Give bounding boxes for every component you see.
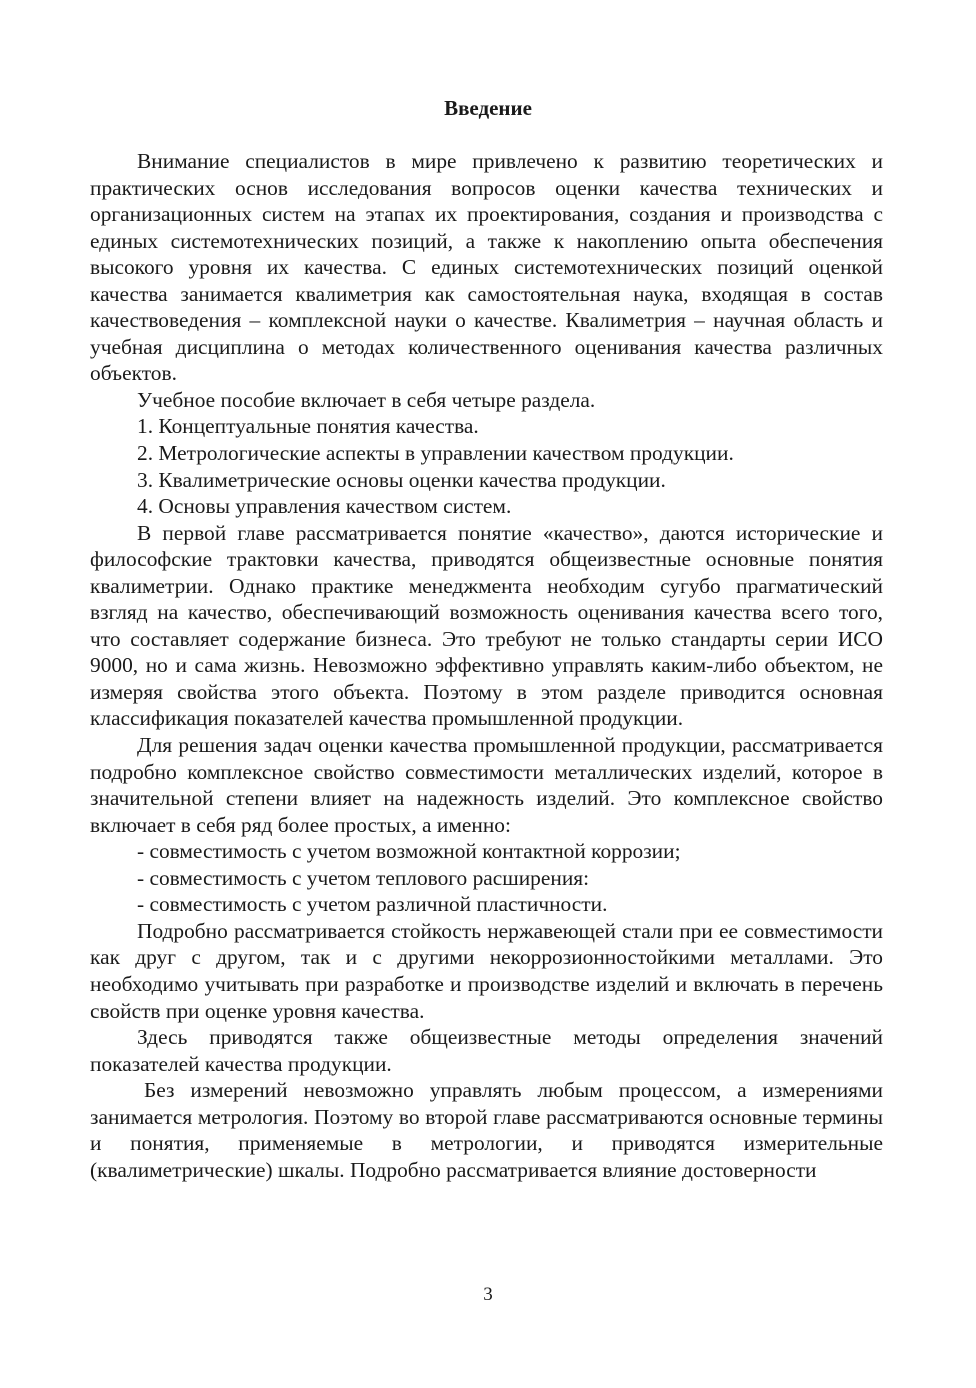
paragraph: Учебное пособие включает в себя четыре раздела. [137, 387, 596, 412]
list-item: 1. Концептуальные понятия качества. [137, 414, 479, 439]
paragraph: Здесь приводятся также общеизвестные методы определения значений показателей качества продукции. [90, 1025, 883, 1076]
page-number: 3 [483, 1284, 493, 1305]
paragraph: Подробно рассматривается стойкость нержавеющей стали при ее совместимости как друг с другом, так и с другими некоррозионностойкими металлами. Это необходимо учитывать при разработке и производстве изделий и включать в перечень свойств при оценке уровня качества. [90, 918, 883, 1023]
list-item: 3. Квалиметрические основы оценки качества продукции. [137, 467, 666, 492]
paragraph: Без измерений невозможно управлять любым процессом, а измерениями занимается метрология. Поэтому во второй главе рассматриваются основные термины и понятия, применяемые в метрологии, и приводятся измерительные (квалиметрические) шкалы. Подробно рассматривается влияние достоверности [90, 1078, 883, 1182]
paragraph: Внимание специалистов в мире привлечено к развитию теоретических и практических основ исследования вопросов оценки качества технических и организационных систем на этапах их проектирования, создания и производства с единых системотехнических позиций, а также к накоплению опыта обеспечения высокого уровня их качества. С единых системотехнических позиций оценкой качества занимается квалиметрия как самостоятельная наука, входящая в состав качествоведения – комплексной науки о качестве. Квалиметрия – научная область и учебная дисциплина о методах количественного оценивания качества различных объектов. [90, 149, 883, 386]
body-text [90, 148, 883, 1183]
list-item: - совместимость с учетом возможной контактной коррозии; [137, 839, 681, 864]
list-item: - совместимость с учетом теплового расширения: [137, 865, 590, 890]
paragraph: Для решения задач оценки качества промышленной продукции, рассматривается подробно комплексное свойство совместимости металлических изделий, которое в значительной степени влияет на надежность изделий. Это комплексное свойство включает в себя ряд более простых, а именно: [90, 733, 883, 837]
paragraph: В первой главе рассматривается понятие «качество», даются исторические и философские трактовки качества, приводятся общеизвестные основные понятия квалиметрии. Однако практике менеджмента необходим сугубо прагматический взгляд на качество, обеспечивающий возможность оценивания качества всего того, что составляет содержание бизнеса. Это требуют не только стандарты серии ИСО 9000, но и сама жизнь. Невозможно эффективно управлять каким-либо объектом, не измеряя свойства этого объекта. Поэтому в этом разделе приводится основная классификация показателей качества промышленной продукции. [90, 520, 883, 731]
list-item: 4. Основы управления качеством систем. [137, 494, 512, 519]
list-item: - совместимость с учетом различной пластичности. [137, 892, 608, 917]
page-title: Введение [444, 96, 532, 120]
list-item: 2. Метрологические аспекты в управлении качеством продукции. [137, 441, 734, 466]
